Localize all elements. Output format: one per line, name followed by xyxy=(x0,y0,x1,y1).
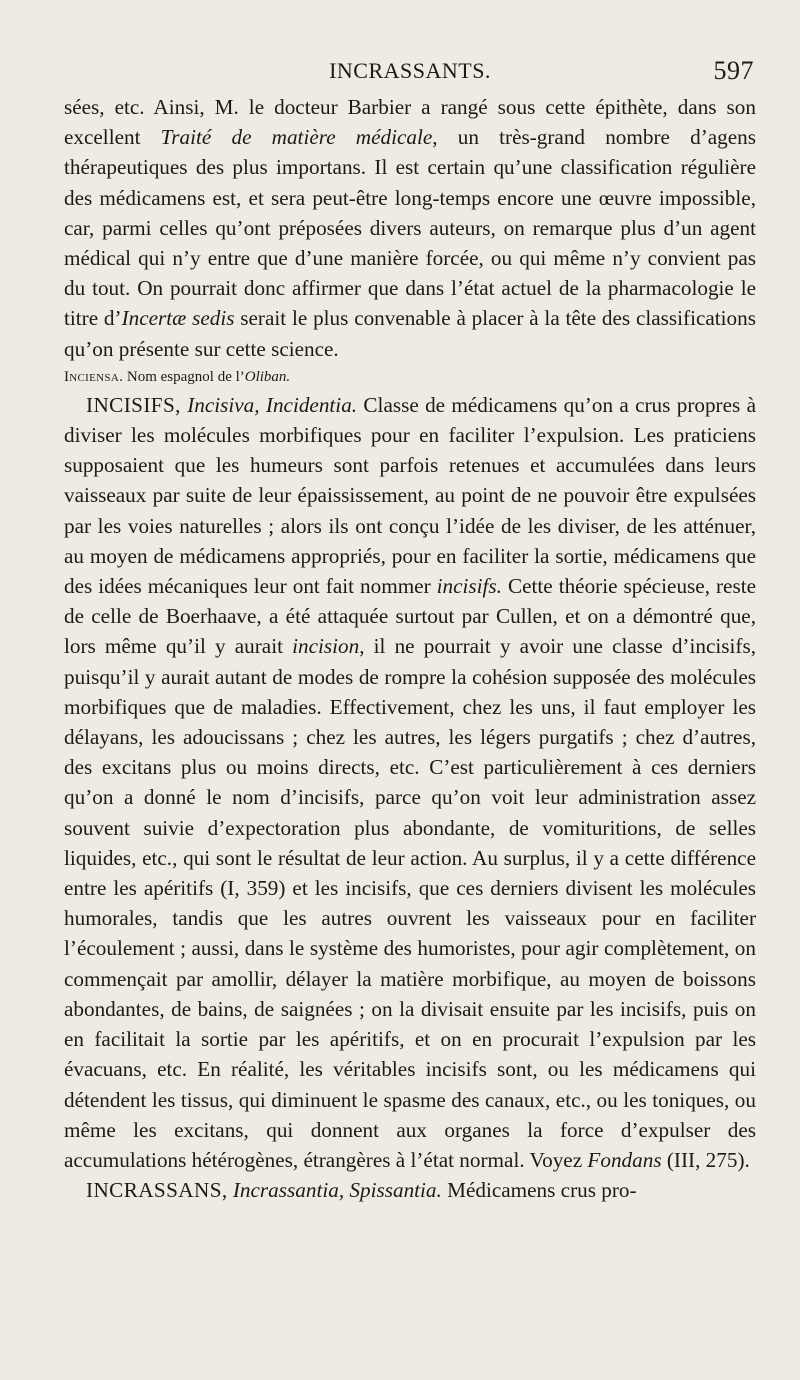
entry-incrassans xyxy=(64,1175,756,1205)
entry-headword: Inciensa. xyxy=(64,368,124,385)
text-span: Médicamens crus pro- xyxy=(441,1178,637,1203)
latin-name: Incisiva, xyxy=(187,392,260,417)
text-span: Classe de médicamens qu’on a crus propres à diviser les molécules morbifiques pour en faciliter l’expulsion. Les praticiens supposaient que les humeurs sont parfois retenues et accumulées dans leurs vaisseaux par suite de leur épaississement, au point de ne pouvoir être expulsées par les voies naturelles ; alors ils ont conçu l’idée de les diviser, de les atténuer, au moyen de médicamens appropriés, pour en faciliter la sortie, médicamens que des idées mécaniques leur ont fait nommer xyxy=(64,392,756,599)
text-span: sées, etc. Ainsi, M. le docteur Barbier a rangé sous cette épithète, dans son excellent xyxy=(64,95,756,150)
paragraph-continuation xyxy=(64,92,756,364)
text-span: Cette théorie spécieuse, reste de celle de Boerhaave, a été attaquée surtout par Cullen, et on a démontré que, lors même qu’il y aurait xyxy=(64,574,756,659)
page-body xyxy=(64,92,756,1205)
cross-reference: Oliban. xyxy=(244,368,291,385)
cross-reference: Fondans xyxy=(587,1147,662,1172)
text-span: serait le plus convenable à placer à la tête des classifications qu’on présente sur cette science. xyxy=(64,306,756,361)
entry-incisifs xyxy=(64,390,756,1175)
latin-name: Spissantia. xyxy=(349,1178,442,1203)
book-page xyxy=(0,58,800,1380)
text-span: (III, 275). xyxy=(661,1147,750,1172)
entry-headword: INCISIFS, xyxy=(86,392,181,417)
latin-name: Incidentia. xyxy=(265,392,358,417)
entry-inciensa xyxy=(64,366,756,388)
text-span: , il ne pourrait y avoir une classe d’incisifs, puisqu’il y aurait autant de modes de rompre la cohésion supposée des molécules morbifiques que de maladies. Effectivement, chez les uns, il faut employer les délayans, les adoucissans ; chez les autres, les légers purgatifs ; chez d’autres, des excitans plus ou moins directs, etc. C’est particulièrement à ces derniers qu’on a donné le nom d’incisifs, parce qu’on voit leur administration assez souvent suivie d’expectoration plus abondante, de vomituritions, de selles liquides, etc., qui sont le résultat de leur action. Au surplus, il y a cette différence entre les apéritifs (I, 359) et les incisifs, que ces derniers divisent les molécules humorales, tandis que les autres ouvrent les vaisseaux pour en faciliter l’écoulement ; aussi, dans le système des humoristes, pour agir complètement, on commençait par amollir, délayer la matière morbifique, au moyen de boissons abondantes, de bains, de saignées ; on la divisait ensuite par les incisifs, puis on en facilitait la sortie par les apéritifs, et on en procurait l’expulsion par les évacuans, etc. En réalité, les véritables incisifs sont, ou les médicamens qui détendent les tissus, qui diminuent le spasme des canaux, etc., ou les toniques, ou même les excitans, qui donnent aux organes la force d’expulser des accumulations hétérogènes, étrangères à l’état normal. Voyez xyxy=(64,634,756,1172)
running-title: INCRASSANTS. xyxy=(329,58,491,83)
text-span: , un très-grand nombre d’agens thérapeutiques des plus importans. Il est certain qu’une classification régulière des médicamens est, et sera peut-être long-temps encore une œuvre impossible, car, parmi celles qu’ont préposées divers auteurs, on remarque plus d’un agent médical qui n’y entre que d’une manière forcée, ou qui même n’y convient pas du tout. On pourrait donc affirmer que dans l’état actuel de la pharmacologie le titre d’ xyxy=(64,125,756,331)
book-title: Traité de matière médicale xyxy=(160,125,433,150)
text-span: Nom espagnol de l’ xyxy=(123,368,245,385)
page-number: 597 xyxy=(713,56,754,85)
emphasis-word: incision xyxy=(292,634,360,659)
running-head xyxy=(64,58,756,92)
latin-phrase: Incertæ sedis xyxy=(121,306,235,331)
latin-name: Incrassantia, xyxy=(232,1178,345,1203)
emphasis-word: incisifs. xyxy=(436,574,502,599)
entry-headword: INCRASSANS, xyxy=(86,1178,228,1203)
